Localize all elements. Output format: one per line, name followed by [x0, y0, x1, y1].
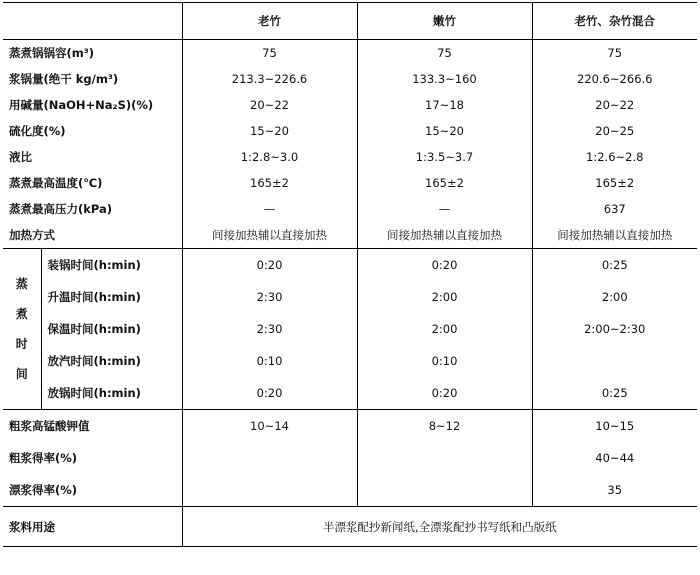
row-value: 637 [532, 196, 697, 222]
row-value: 0:10 [182, 345, 357, 377]
row-value: 1:3.5~3.7 [357, 144, 532, 170]
row-value: 0:25 [532, 249, 697, 282]
row-value: 213.3~226.6 [182, 66, 357, 92]
row-value: 间接加热辅以直接加热 [357, 222, 532, 249]
usage-label: 浆料用途 [3, 507, 182, 547]
row-value [182, 442, 357, 474]
table-row [3, 40, 697, 67]
row-label: 液比 [9, 150, 32, 164]
table-row [3, 474, 697, 507]
group-label-char: 煮 [15, 307, 28, 321]
row-value: 10~15 [532, 410, 697, 443]
table-row [3, 170, 697, 196]
group-label-char: 时 [15, 337, 28, 351]
table-row [3, 345, 697, 377]
header-row [3, 3, 697, 40]
row-value [182, 474, 357, 507]
table-row [3, 442, 697, 474]
row-label: 浆锅量(绝干 kg/m³) [9, 72, 119, 86]
row-value [357, 474, 532, 507]
row-label: 装锅时间(h:min) [41, 249, 182, 282]
table-row [3, 313, 697, 345]
table-row [3, 281, 697, 313]
row-value [532, 345, 697, 377]
row-value: 75 [357, 40, 532, 67]
row-value: 0:20 [357, 249, 532, 282]
row-value: 1:2.6~2.8 [532, 144, 697, 170]
row-value: 20~22 [182, 92, 357, 118]
row-value: 20~25 [532, 118, 697, 144]
table-row [3, 118, 697, 144]
table-row [3, 222, 697, 249]
table-row [3, 144, 697, 170]
row-label: 漂浆得率(%) [9, 483, 78, 497]
row-value: 2:00 [357, 313, 532, 345]
row-value: 2:00 [357, 281, 532, 313]
row-label: 放汽时间(h:min) [47, 354, 141, 368]
row-value: 133.3~160 [357, 66, 532, 92]
row-value: 75 [182, 40, 357, 67]
row-value: 2:30 [182, 281, 357, 313]
row-value: — [357, 196, 532, 222]
usage-row [3, 507, 697, 547]
row-label: 放锅时间(h:min) [47, 386, 141, 400]
row-label: 用碱量(NaOH+Na₂S)(%) [9, 98, 154, 112]
row-value: 2:00~2:30 [532, 313, 697, 345]
table-row [3, 249, 697, 282]
table-row [3, 92, 697, 118]
row-label: 保温时间(h:min) [47, 322, 141, 336]
row-value: 165±2 [357, 170, 532, 196]
row-value: 75 [532, 40, 697, 67]
header-corner [3, 3, 182, 40]
row-label: 加热方式 [9, 228, 55, 242]
row-value: 20~22 [532, 92, 697, 118]
row-label: 粗浆得率(%) [9, 451, 78, 465]
row-value: 0:20 [357, 377, 532, 410]
row-value: 15~20 [357, 118, 532, 144]
header-mixed-bamboo: 老竹、杂竹混合 [532, 3, 697, 40]
row-label: 蒸煮最高温度(℃) [9, 176, 103, 190]
group-label-char: 间 [15, 367, 28, 381]
row-value: 10~14 [182, 410, 357, 443]
row-label: 粗浆高锰酸钾值 [3, 410, 182, 443]
header-old-bamboo: 老竹 [182, 3, 357, 40]
row-value [357, 442, 532, 474]
row-label: 升温时间(h:min) [47, 290, 141, 304]
row-value: 40~44 [532, 442, 697, 474]
row-value: 35 [532, 474, 697, 507]
row-value: 165±2 [182, 170, 357, 196]
row-value: 15~20 [182, 118, 357, 144]
row-value: 间接加热辅以直接加热 [532, 222, 697, 249]
table-row [3, 377, 697, 410]
row-value: 0:10 [357, 345, 532, 377]
row-value: 165±2 [532, 170, 697, 196]
row-value: 2:00 [532, 281, 697, 313]
table-row [3, 410, 697, 443]
row-value: 1:2.8~3.0 [182, 144, 357, 170]
table-row [3, 66, 697, 92]
cooking-time-group-label [3, 249, 41, 410]
row-value: — [182, 196, 357, 222]
row-value: 17~18 [357, 92, 532, 118]
usage-value: 半漂浆配抄新闻纸,全漂浆配抄书写纸和凸版纸 [182, 507, 697, 547]
table-row [3, 196, 697, 222]
row-label: 硫化度(%) [9, 124, 66, 138]
group-label-char: 蒸 [15, 277, 28, 291]
header-young-bamboo: 嫩竹 [357, 3, 532, 40]
row-value: 0:20 [182, 377, 357, 410]
row-label: 蒸煮最高压力(kPa) [9, 202, 113, 216]
row-value: 间接加热辅以直接加热 [182, 222, 357, 249]
row-value: 2:30 [182, 313, 357, 345]
row-value: 0:20 [182, 249, 357, 282]
pulping-parameters-table [3, 2, 697, 547]
row-value: 220.6~266.6 [532, 66, 697, 92]
row-value: 0:25 [532, 377, 697, 410]
row-label: 蒸煮锅锅容(m³) [9, 46, 95, 60]
row-value: 8~12 [357, 410, 532, 443]
